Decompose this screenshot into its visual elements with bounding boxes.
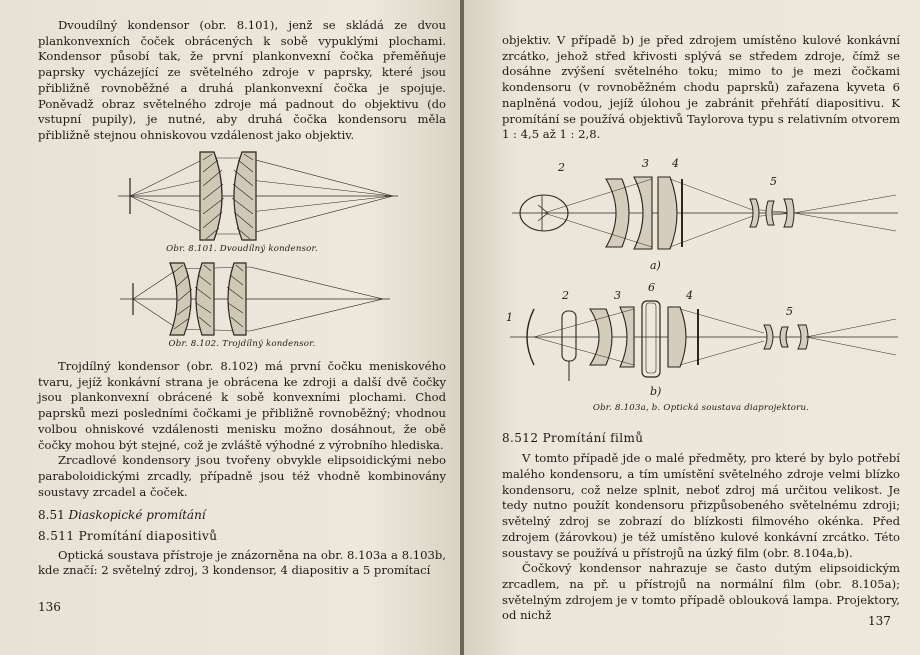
fig-b-label-4: 4 xyxy=(686,288,693,302)
figure-8-102-caption: Obr. 8.102. Trojdílný kondensor. xyxy=(168,339,316,350)
fig-a-subfigure-label: a) xyxy=(650,258,661,272)
paragraph-film-projection: V tomto případě jde o malé předměty, pro které by bylo potřebí malého kondensoru, a tím umístění světelného zdroje velmi blízko kondensoru, což nelze splnit, neboť zdroj má určitou velikost. Je tedy nutno použít kondensoru přizpůsobeného světelnému zdroji; světelný zdroj se zobrazí do blízkosti filmového okénka. Před zdrojem (žárovkou) je též umístěno kulové konkávní zrcátko. Této soustavy se používá u přístrojů na úzký film (obr. 8.104a,b). xyxy=(502,451,900,560)
page-number-right: 137 xyxy=(868,614,891,628)
figure-8-102-three-part-condenser xyxy=(38,261,446,337)
left-page-text xyxy=(38,18,446,579)
figure-8-101-two-part-condenser xyxy=(38,150,446,242)
figure-8-103-projector-optics xyxy=(502,149,900,399)
section-heading-8-51: 8.51 Diaskopické promítání xyxy=(38,508,206,523)
fig-a-label-5: 5 xyxy=(770,174,777,188)
fig-a-label-3: 3 xyxy=(642,156,649,170)
fig-b-label-1: 1 xyxy=(506,310,513,324)
paragraph-projector-objective: objektiv. V případě b) je před zdrojem umístěno kulové konkávní zrcátko, jehož střed křivosti splývá se středem zdroje, čímž se dosáhne zvýšení světelného toku; mimo to je mezi čočkami kondensoru (v rovnoběžném chodu paprsků) zařazena kyveta 6 naplněná vodou, jejíž úlohou je zabránit přehřátí diapositivu. K promítání se používá objektivů Taylorova typu s relativním otvorem 1 : 4,5 až 1 : 2,8. xyxy=(502,33,900,142)
paragraph-lens-condenser-mirror: Čočkový kondensor nahrazuje se často dutým elipsoidickým zrcadlem, na př. u přístrojů na normální film (obr. 8.105a); světelným zdrojem je v tomto případě oblouková lampa. Projektory, od nichž xyxy=(502,561,900,623)
paragraph-two-part-condenser: Dvoudílný kondensor (obr. 8.101), jenž se skládá ze dvou plankonvexních čoček obrácených k sobě vypuklými plochami. Kondensor působí tak, že první plankonvexní čočka přeměňuje paprsky vycházející ze světelného zdroje v paprsky, které jsou přibližně rovnoběžné a druhá plankonvexní čočka je spojuje. Poněvadž obraz světelného zdroje má padnout do objektivu (do vstupní pupily), je nutné, aby druhá čočka kondensoru měla přibližně stejnou ohniskovou vzdálenost jako objektiv. xyxy=(38,18,446,142)
paragraph-three-part-condenser: Trojdílný kondensor (obr. 8.102) má první čočku meniskového tvaru, jejíž konkávní strana je obrácena ke zdroji a další dvě čočky jsou plankonvexní obrácené k sobě konvexními plochami. Chod paprsků mezi posledními čočkami je přibližně rovnoběžný; vhodnou volbou ohniskové vzdálenosti menisku možno dosáhnout, že obě čočky mohou být stejné, což je zvláště výhodné z výrobního hlediska. xyxy=(38,359,446,452)
right-page-text xyxy=(502,33,900,624)
section-heading-8-511: 8.511 Promítání diapositivů xyxy=(38,529,218,544)
page-number-left: 136 xyxy=(38,600,61,614)
fig-b-subfigure-label: b) xyxy=(650,384,662,398)
fig-b-label-3: 3 xyxy=(614,288,621,302)
paragraph-slide-projection: Optická soustava přístroje je znázorněna na obr. 8.103a a 8.103b, kde značí: 2 světelný zdroj, 3 kondensor, 4 diapositiv a 5 promítací xyxy=(38,547,446,578)
right-page xyxy=(464,0,920,655)
fig-b-label-2: 2 xyxy=(562,288,569,302)
figure-8-101-caption: Obr. 8.101. Dvoudílný kondensor. xyxy=(166,243,318,254)
fig-a-label-2: 2 xyxy=(558,160,565,174)
fig-a-label-4: 4 xyxy=(672,156,679,170)
fig-b-label-5: 5 xyxy=(786,304,793,318)
section-heading-8-512: 8.512 Promítání filmů xyxy=(502,430,644,445)
paragraph-mirror-condensers: Zrcadlové kondensory jsou tvořeny obvykle elipsoidickými nebo paraboloidickými zrcadly, případně jsou též vhodně kombinovány soustavy zrcadel a čoček. xyxy=(38,453,446,499)
figure-8-103-caption: Obr. 8.103a, b. Optická soustava diaprojektoru. xyxy=(592,402,810,413)
fig-b-label-6: 6 xyxy=(648,280,655,294)
